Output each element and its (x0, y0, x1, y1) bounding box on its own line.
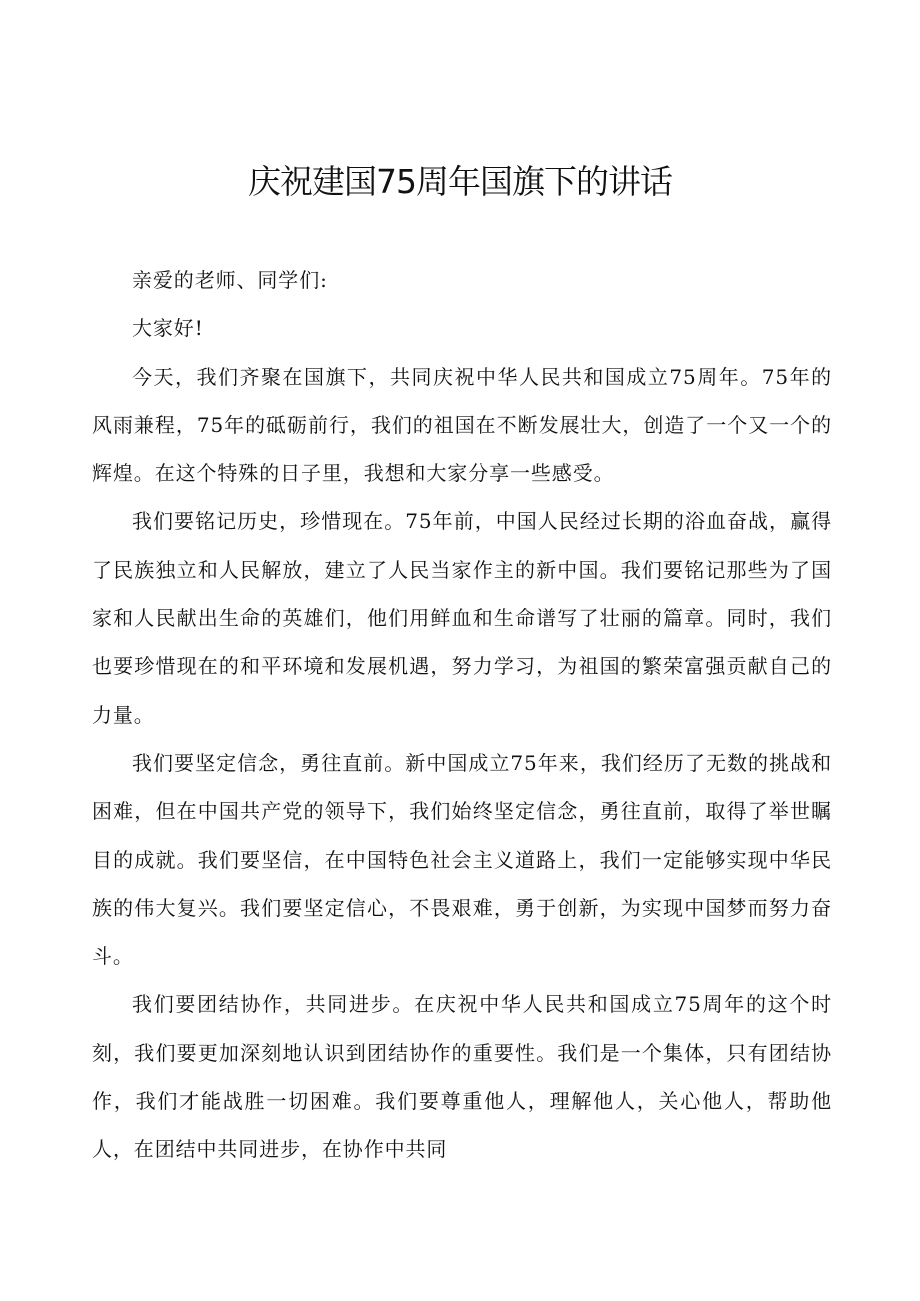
body-paragraph: 我们要坚定信念，勇往直前。新中国成立75年来，我们经历了无数的挑战和困难，但在中国共产党的领导下，我们始终坚定信念，勇往直前，取得了举世瞩目的成就。我们要坚信，在中国特色社会主义道路上，我们一定能够实现中华民族的伟大复兴。我们要坚定信心，不畏艰难，勇于创新，为实现中国梦而努力奋斗。 (92, 750, 832, 969)
body-paragraph: 今天，我们齐聚在国旗下，共同庆祝中华人民共和国成立75周年。75年的风雨兼程，75年的砥砺前行，我们的祖国在不断发展壮大，创造了一个又一个的辉煌。在这个特殊的日子里，我想和大家分享一些感受。 (92, 364, 832, 486)
document-body (92, 256, 832, 1174)
body-paragraph: 我们要铭记历史，珍惜现在。75年前，中国人民经过长期的浴血奋战，赢得了民族独立和人民解放，建立了人民当家作主的新中国。我们要铭记那些为了国家和人民献出生命的英雄们，他们用鲜血和生命谱写了壮丽的篇章。同时，我们也要珍惜现在的和平环境和发展机遇，努力学习，为祖国的繁荣富强贡献自己的力量。 (92, 509, 832, 727)
greeting-paragraph: 大家好! (132, 316, 204, 341)
document-title: 庆祝建国75周年国旗下的讲话 (248, 162, 672, 201)
body-paragraph: 我们要团结协作，共同进步。在庆祝中华人民共和国成立75周年的这个时刻，我们要更加深刻地认识到团结协作的重要性。我们是一个集体，只有团结协作，我们才能战胜一切困难。我们要尊重他人，理解他人，关心他人，帮助他人，在团结中共同进步，在协作中共同 (92, 992, 832, 1162)
salutation-paragraph: 亲爱的老师、同学们: (132, 268, 328, 292)
